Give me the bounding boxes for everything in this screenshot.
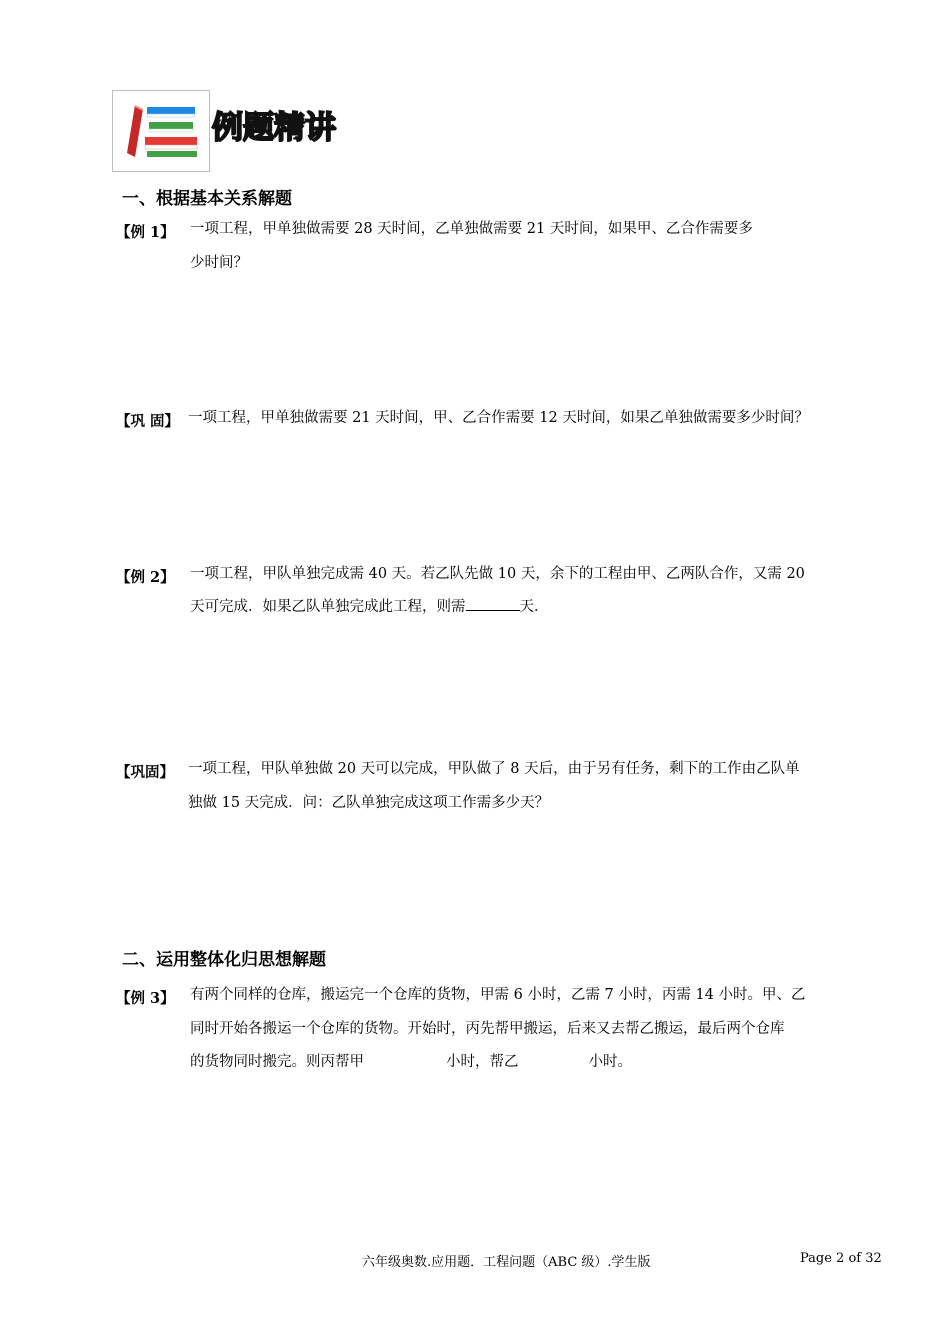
problem-label: 【例 1】	[116, 224, 175, 241]
problem-label: 【巩固】	[116, 764, 174, 781]
problem-text: 天．	[519, 599, 549, 615]
page-number: Page 2 of 32	[800, 1251, 882, 1266]
books-icon	[113, 91, 209, 171]
section-title: 一、根据基本关系解题	[122, 189, 292, 209]
problem-label: 【例 2】	[116, 569, 175, 586]
section-title: 二、运用整体化归思想解题	[122, 950, 326, 970]
section-logo	[112, 90, 210, 172]
problem-line: 一项工程，甲队单独完成需 40 天。若乙队先做 10 天，余下的工程由甲、乙两队合作，又需 20	[190, 566, 805, 582]
problem-text: 的货物同时搬完。则丙帮甲	[190, 1054, 364, 1070]
problem-line: 一项工程，甲单独做需要 28 天时间，乙单独做需要 21 天时间，如果甲、乙合作需要多	[190, 221, 753, 237]
problem-line: 少时间？	[190, 255, 248, 271]
problem-line-with-blanks	[190, 1045, 632, 1079]
problem-line: 一项工程，甲单独做需要 21 天时间，甲、乙合作需要 12 天时间，如果乙单独做需要多少时间？	[188, 410, 809, 426]
problem-line-with-blank	[190, 590, 549, 624]
example-title: 例题精讲	[212, 110, 336, 146]
problem-text: 小时，帮乙	[446, 1054, 519, 1070]
footer-title: 六年级奥数.应用题．工程问题（ABC 级）.学生版	[362, 1255, 651, 1270]
problem-line: 同时开始各搬运一个仓库的货物。开始时，丙先帮甲搬运，后来又去帮乙搬运，最后两个仓库	[190, 1021, 785, 1037]
problem-line: 一项工程，甲队单独做 20 天可以完成，甲队做了 8 天后，由于另有任务，剩下的工作由乙队单	[188, 761, 800, 777]
problem-label: 【巩 固】	[116, 413, 180, 430]
answer-blank[interactable]	[466, 596, 520, 611]
problem-text: 天可完成．如果乙队单独完成此工程，则需	[190, 599, 466, 615]
problem-line: 有两个同样的仓库，搬运完一个仓库的货物，甲需 6 小时，乙需 7 小时，丙需 14 小时。甲、乙	[190, 987, 806, 1003]
problem-label: 【例 3】	[116, 990, 175, 1007]
problem-text: 小时。	[588, 1054, 632, 1070]
problem-line: 独做 15 天完成．问：乙队单独完成这项工作需多少天？	[188, 795, 550, 811]
